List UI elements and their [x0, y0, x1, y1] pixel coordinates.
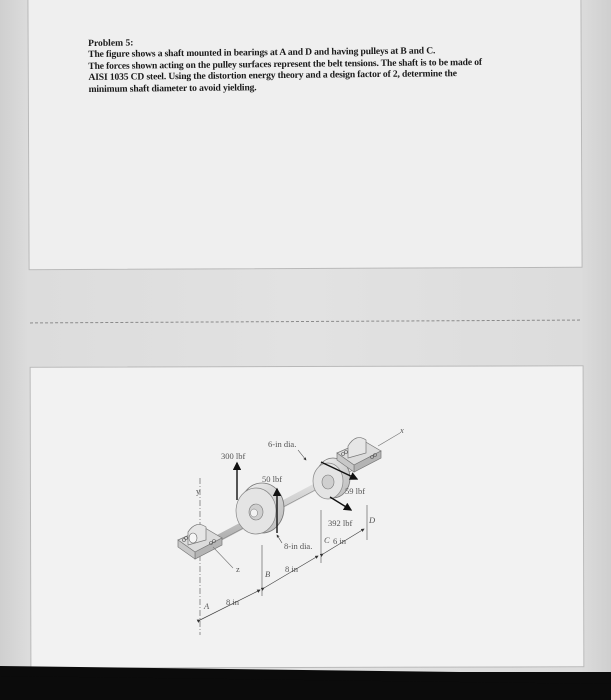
problem-line-4: minimum shaft diameter to avoid yielding.	[88, 81, 257, 95]
screen-bottom-edge	[0, 672, 611, 700]
problem-line-3: AISI 1035 CD steel. Using the distortion energy theory and a design factor of 2, determine the	[88, 68, 457, 84]
point-a-label: A	[204, 601, 210, 611]
force-59-label: 59 lbf	[345, 486, 366, 496]
y-axis-label: y	[196, 486, 201, 496]
force-300-label: 300 lbf	[221, 451, 246, 461]
pulley-c-diameter-label: 6-in dia.	[268, 439, 297, 449]
dimension-bc: 8 in	[285, 564, 298, 574]
force-392-label: 392 lbf	[328, 518, 353, 528]
problem-line-2: The forces shown acting on the pulley surfaces represent the belt tensions. The shaft is to be made of	[88, 56, 482, 72]
point-b-label: B	[265, 569, 271, 579]
shaft-diagram	[170, 400, 430, 650]
point-d-label: D	[369, 515, 376, 525]
problem-line-1: The figure shows a shaft mounted in bearings at A and D and having pulleys at B and C.	[88, 45, 436, 61]
x-axis-label: x	[400, 425, 404, 435]
problem-title: Problem 5:	[88, 37, 134, 49]
force-50-label: 50 lbf	[262, 474, 283, 484]
pulley-b-diameter-label: 8-in dia.	[284, 541, 313, 551]
problem-statement	[88, 33, 539, 95]
force-392-arrow	[330, 497, 351, 510]
z-axis-label: z	[236, 564, 240, 574]
dimension-cd: 6 in	[333, 536, 346, 546]
point-c-label: C	[324, 535, 330, 545]
bearing-a	[178, 524, 222, 559]
dimension-ab: 8 in	[226, 597, 239, 607]
